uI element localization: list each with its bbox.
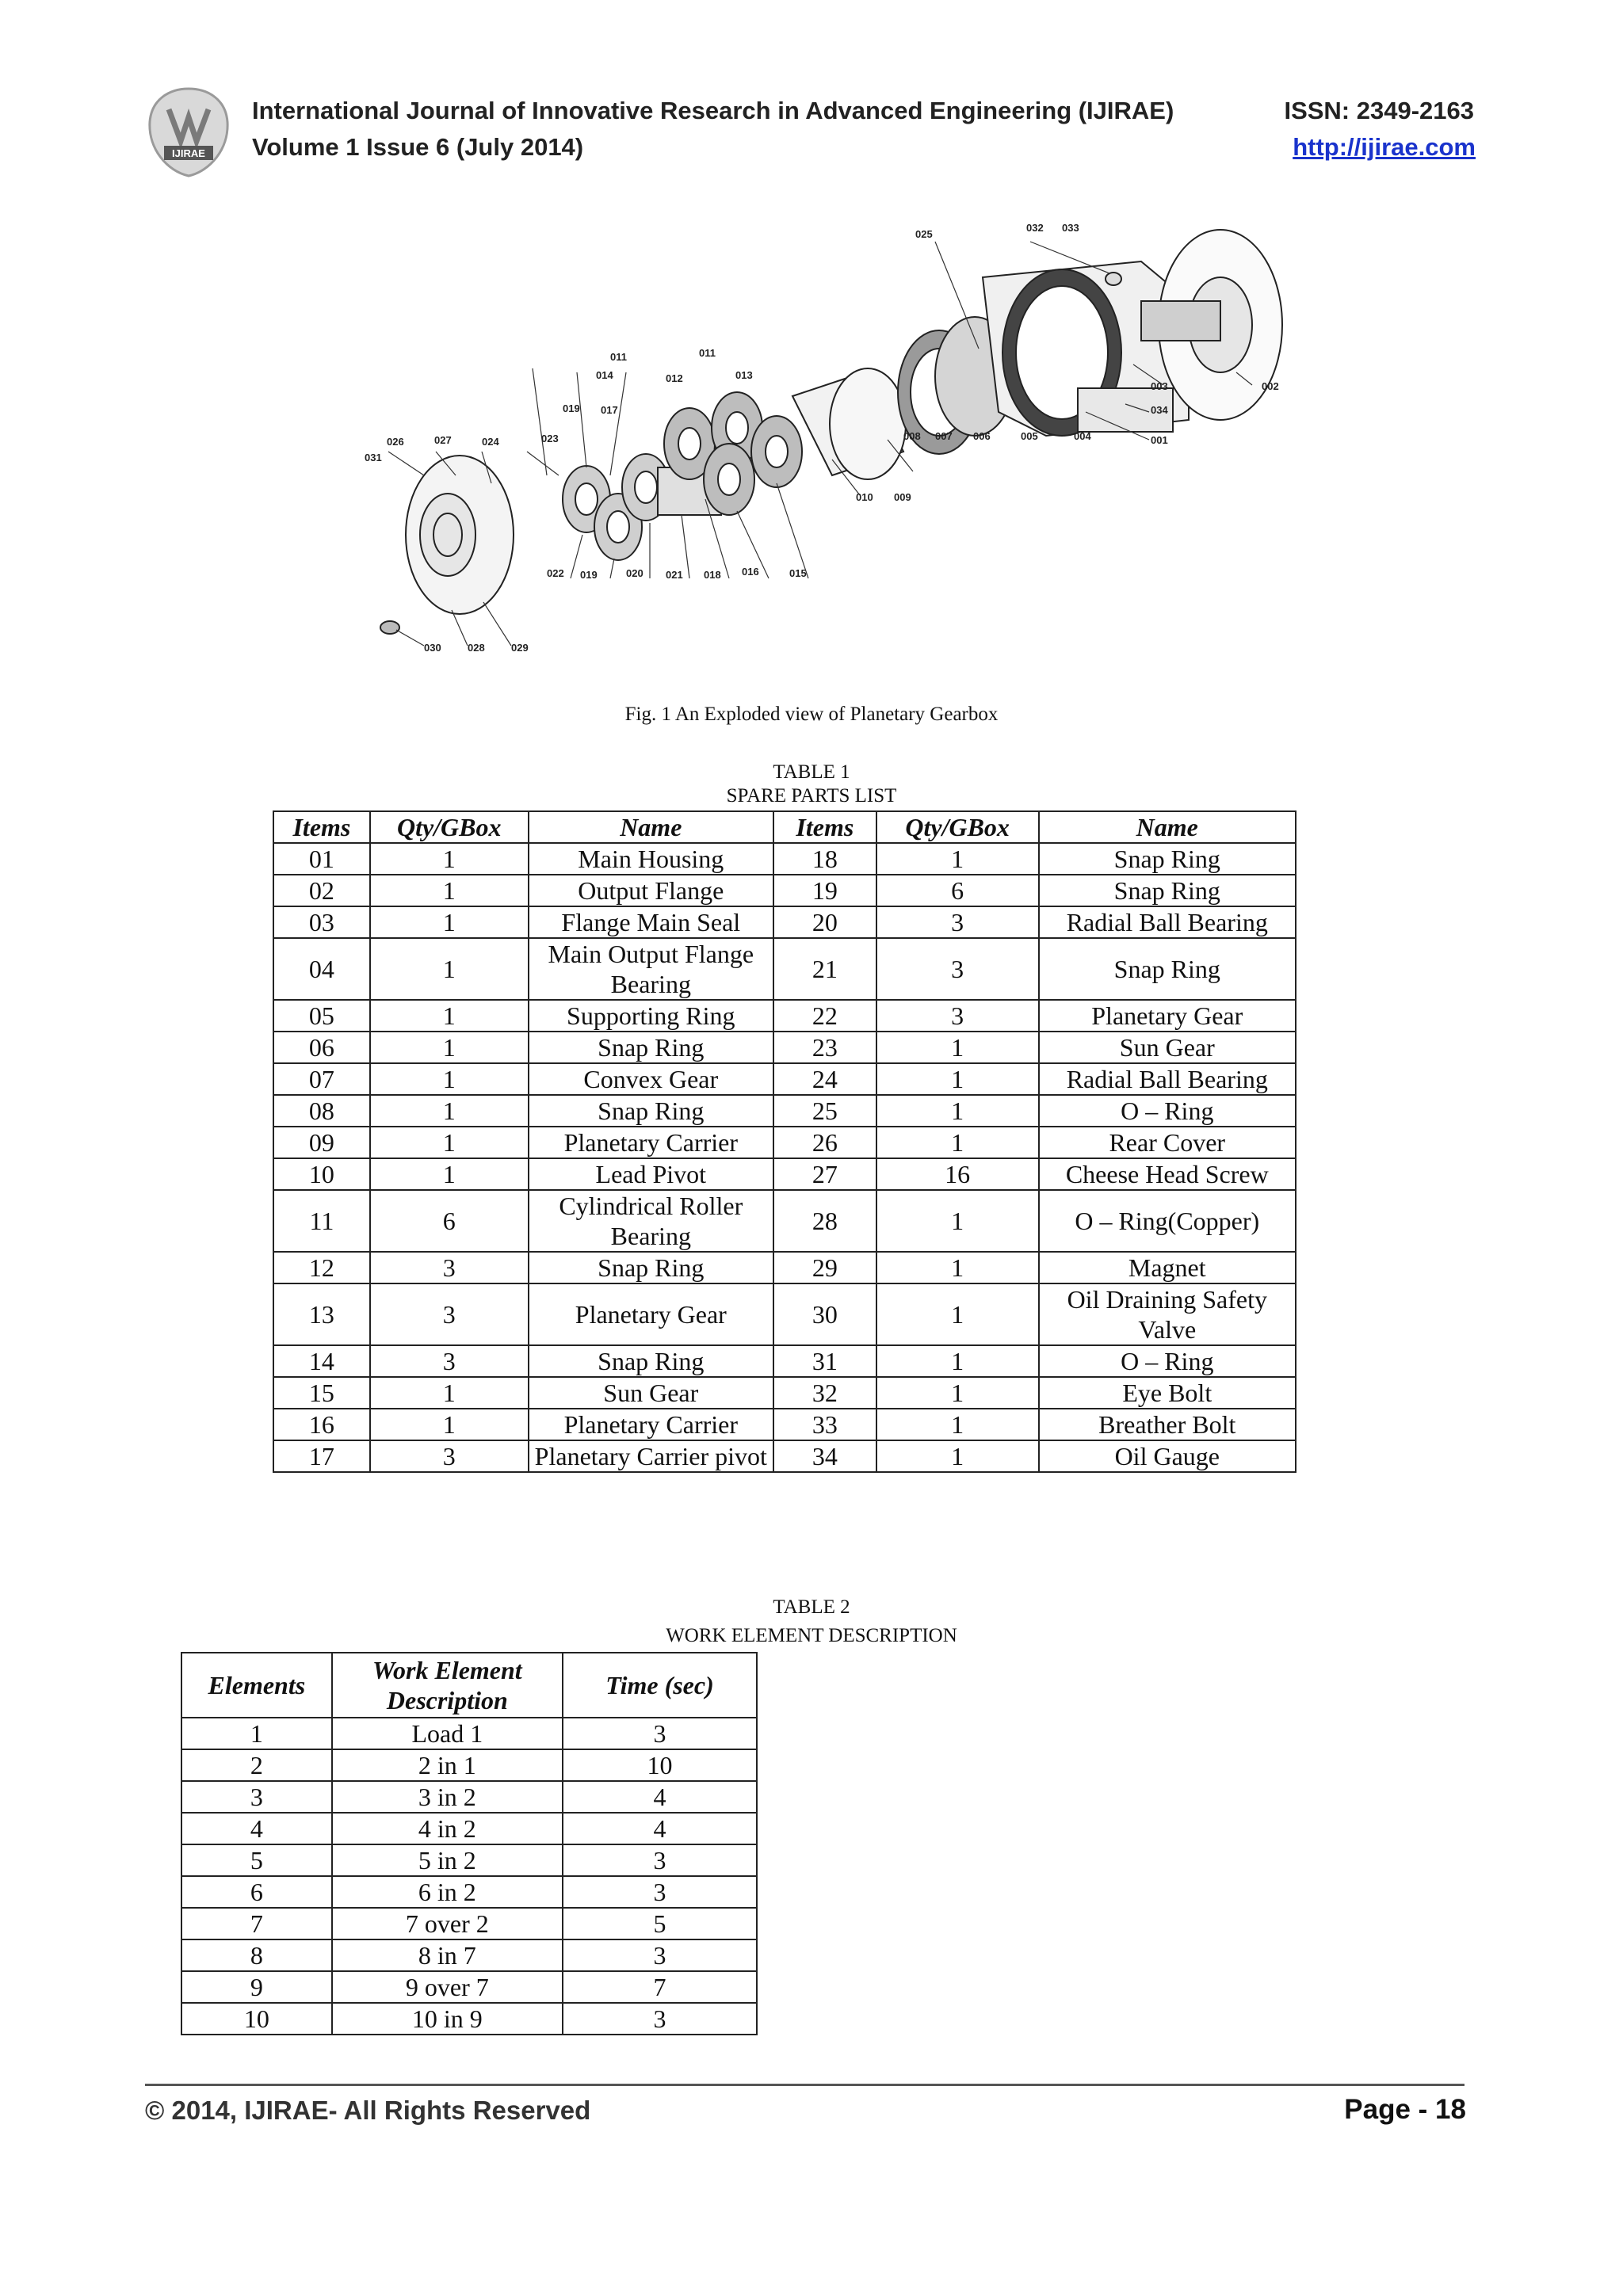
table-cell: Magnet — [1039, 1252, 1296, 1283]
table-row — [273, 1095, 1296, 1127]
table-cell: Breather Bolt — [1039, 1409, 1296, 1440]
table-cell: 3 — [876, 906, 1039, 938]
table-cell: 1 — [370, 938, 529, 1000]
col-header: Work Element Description — [332, 1653, 563, 1718]
table-row — [273, 906, 1296, 938]
part-label: 011 — [699, 347, 716, 359]
table-row — [273, 843, 1296, 875]
table-row — [181, 1749, 757, 1781]
table-cell: 3 — [876, 938, 1039, 1000]
table-cell: 1 — [876, 1377, 1039, 1409]
part-label: 032 — [1026, 222, 1044, 234]
table-cell: 34 — [773, 1440, 876, 1472]
table-cell: 3 — [563, 2003, 757, 2035]
table-row — [273, 1283, 1296, 1345]
part-label: 018 — [704, 569, 721, 581]
table-row — [181, 2003, 757, 2035]
table-row — [273, 1377, 1296, 1409]
col-header: Elements — [181, 1653, 332, 1718]
part-label: 019 — [563, 402, 580, 414]
table-cell: 3 — [370, 1252, 529, 1283]
table-cell: 31 — [773, 1345, 876, 1377]
copyright: © 2014, IJIRAE- All Rights Reserved — [145, 2096, 591, 2125]
table-cell: 1 — [370, 1000, 529, 1032]
table-cell: 25 — [773, 1095, 876, 1127]
part-label: 022 — [547, 567, 564, 579]
table-cell: Snap Ring — [1039, 938, 1296, 1000]
table-cell: 18 — [773, 843, 876, 875]
table-cell: 14 — [273, 1345, 370, 1377]
table-cell: Snap Ring — [529, 1032, 773, 1063]
table-cell: 1 — [876, 1440, 1039, 1472]
table-cell: 26 — [773, 1127, 876, 1158]
part-label: 033 — [1062, 222, 1079, 234]
table-cell: 04 — [273, 938, 370, 1000]
table-cell: 3 — [181, 1781, 332, 1813]
part-label: 023 — [541, 433, 559, 444]
part-label: 024 — [482, 436, 499, 448]
table-cell: 9 over 7 — [332, 1971, 563, 2003]
col-header: Name — [529, 811, 773, 843]
part-label: 020 — [626, 567, 643, 579]
table-cell: 1 — [876, 1190, 1039, 1252]
col-header: Time (sec) — [563, 1653, 757, 1718]
part-label: 006 — [973, 430, 991, 442]
journal-logo — [145, 86, 232, 179]
part-label: 029 — [511, 642, 529, 654]
journal-link[interactable]: http://ijirae.com — [1293, 133, 1476, 161]
table-cell: 17 — [273, 1440, 370, 1472]
table-cell: 3 — [563, 1844, 757, 1876]
table-cell: Supporting Ring — [529, 1000, 773, 1032]
table-cell: Main Housing — [529, 843, 773, 875]
table-cell: Cheese Head Screw — [1039, 1158, 1296, 1190]
table-row — [181, 1908, 757, 1939]
table-cell: 10 in 9 — [332, 2003, 563, 2035]
table-cell: 3 — [876, 1000, 1039, 1032]
part-label: 008 — [903, 430, 921, 442]
table-cell: 1 — [876, 1345, 1039, 1377]
table-cell: 3 in 2 — [332, 1781, 563, 1813]
table-cell: Radial Ball Bearing — [1039, 1063, 1296, 1095]
part-label: 010 — [856, 491, 873, 503]
part-label: 019 — [580, 569, 598, 581]
table-cell: 3 — [563, 1718, 757, 1749]
table-cell: 1 — [876, 1252, 1039, 1283]
table-cell: Snap Ring — [529, 1345, 773, 1377]
table-cell: 9 — [181, 1971, 332, 2003]
table-cell: Snap Ring — [529, 1252, 773, 1283]
part-label: 014 — [596, 369, 613, 381]
table-cell: 1 — [370, 1095, 529, 1127]
table-cell: 4 — [563, 1813, 757, 1844]
table-cell: Convex Gear — [529, 1063, 773, 1095]
table-cell: 22 — [773, 1000, 876, 1032]
table-row — [181, 1939, 757, 1971]
table-cell: 05 — [273, 1000, 370, 1032]
part-label: 028 — [468, 642, 485, 654]
table-cell: 10 — [563, 1749, 757, 1781]
table-cell: 10 — [181, 2003, 332, 2035]
table-cell: 32 — [773, 1377, 876, 1409]
table-cell: Lead Pivot — [529, 1158, 773, 1190]
table-cell: 03 — [273, 906, 370, 938]
table-cell: 6 in 2 — [332, 1876, 563, 1908]
part-label: 027 — [434, 434, 452, 446]
table-row — [273, 1252, 1296, 1283]
figure-caption: Fig. 1 An Exploded view of Planetary Gearbox — [624, 704, 999, 725]
table-cell: 1 — [181, 1718, 332, 1749]
table-cell: 5 in 2 — [332, 1844, 563, 1876]
table-cell: 24 — [773, 1063, 876, 1095]
table-cell: 6 — [876, 875, 1039, 906]
table-cell: 09 — [273, 1127, 370, 1158]
table-cell: Planetary Carrier — [529, 1127, 773, 1158]
table-cell: 1 — [370, 1158, 529, 1190]
table-cell: Planetary Carrier pivot — [529, 1440, 773, 1472]
col-header: Items — [273, 811, 370, 843]
table-cell: 1 — [876, 1283, 1039, 1345]
table-cell: Flange Main Seal — [529, 906, 773, 938]
table-row — [181, 1781, 757, 1813]
journal-title: International Journal of Innovative Research in Advanced Engineering (IJIRAE) — [252, 97, 1174, 124]
table-cell: 12 — [273, 1252, 370, 1283]
table-cell: 4 in 2 — [332, 1813, 563, 1844]
table-cell: 1 — [370, 843, 529, 875]
table-cell: 3 — [563, 1939, 757, 1971]
table-row — [181, 1813, 757, 1844]
part-label: 003 — [1151, 380, 1168, 392]
table-cell: Cylindrical Roller Bearing — [529, 1190, 773, 1252]
part-label: 031 — [365, 452, 382, 463]
table-cell: 7 over 2 — [332, 1908, 563, 1939]
table-cell: Oil Draining Safety Valve — [1039, 1283, 1296, 1345]
table-cell: 20 — [773, 906, 876, 938]
table-header-row — [181, 1653, 757, 1718]
table-cell: 1 — [876, 1127, 1039, 1158]
table-cell: 1 — [876, 1032, 1039, 1063]
col-header: Items — [773, 811, 876, 843]
part-label: 016 — [742, 566, 759, 578]
table-row — [273, 1440, 1296, 1472]
table-row — [181, 1844, 757, 1876]
table-cell: 6 — [181, 1876, 332, 1908]
table-row — [181, 1718, 757, 1749]
table-row — [273, 1190, 1296, 1252]
table-cell: 27 — [773, 1158, 876, 1190]
table-cell: 11 — [273, 1190, 370, 1252]
logo-text: IJIRAE — [172, 147, 205, 159]
part-label: 021 — [666, 569, 683, 581]
table-cell: 3 — [370, 1440, 529, 1472]
table-cell: 1 — [876, 843, 1039, 875]
table-cell: Snap Ring — [1039, 875, 1296, 906]
table-cell: 5 — [181, 1844, 332, 1876]
part-label: 025 — [915, 228, 933, 240]
table-cell: Radial Ball Bearing — [1039, 906, 1296, 938]
part-label: 011 — [610, 351, 627, 363]
footer-divider — [145, 2084, 1465, 2086]
table-cell: Planetary Gear — [529, 1283, 773, 1345]
table-cell: 02 — [273, 875, 370, 906]
table-cell: Rear Cover — [1039, 1127, 1296, 1158]
table-row — [273, 875, 1296, 906]
part-label: 026 — [387, 436, 404, 448]
table-cell: 28 — [773, 1190, 876, 1252]
table-row — [273, 938, 1296, 1000]
table-cell: 07 — [273, 1063, 370, 1095]
table-cell: 8 in 7 — [332, 1939, 563, 1971]
volume-issue: Volume 1 Issue 6 (July 2014) — [252, 133, 584, 161]
part-label: 030 — [424, 642, 441, 654]
part-label: 013 — [735, 369, 753, 381]
table-cell: Planetary Gear — [1039, 1000, 1296, 1032]
table-row — [273, 1158, 1296, 1190]
table-cell: 08 — [273, 1095, 370, 1127]
table-cell: Sun Gear — [1039, 1032, 1296, 1063]
table-cell: 7 — [563, 1971, 757, 2003]
table-cell: 4 — [181, 1813, 332, 1844]
table-cell: 10 — [273, 1158, 370, 1190]
work-element-table — [181, 1652, 758, 2035]
table-cell: 33 — [773, 1409, 876, 1440]
table-cell: 15 — [273, 1377, 370, 1409]
table-cell: 3 — [370, 1283, 529, 1345]
col-header: Qty/GBox — [370, 811, 529, 843]
table-cell: 01 — [273, 843, 370, 875]
part-label: 034 — [1151, 404, 1168, 416]
table-cell: 4 — [563, 1781, 757, 1813]
page-number: Page - 18 — [1344, 2094, 1466, 2125]
table-cell: 21 — [773, 938, 876, 1000]
table-cell: Planetary Carrier — [529, 1409, 773, 1440]
table-row — [273, 1063, 1296, 1095]
table-cell: Snap Ring — [1039, 843, 1296, 875]
exploded-gearbox-figure — [349, 214, 1300, 669]
table-cell: 19 — [773, 875, 876, 906]
table-cell: 3 — [563, 1876, 757, 1908]
part-label: 015 — [789, 567, 807, 579]
table-row — [181, 1971, 757, 2003]
table-cell: 1 — [370, 1409, 529, 1440]
table-cell: 6 — [370, 1190, 529, 1252]
table-cell: 13 — [273, 1283, 370, 1345]
table-cell: 2 — [181, 1749, 332, 1781]
col-header: Qty/GBox — [876, 811, 1039, 843]
part-label: 002 — [1262, 380, 1279, 392]
table2-title: WORK ELEMENT DESCRIPTION — [666, 1625, 957, 1646]
table-header-row — [273, 811, 1296, 843]
table1-label: TABLE 1 — [773, 761, 850, 783]
table1-title: SPARE PARTS LIST — [726, 785, 897, 807]
part-label: 007 — [935, 430, 953, 442]
table-cell: 23 — [773, 1032, 876, 1063]
table-cell: 1 — [370, 1032, 529, 1063]
table-cell: 7 — [181, 1908, 332, 1939]
table-row — [181, 1876, 757, 1908]
table-cell: 5 — [563, 1908, 757, 1939]
part-label: 017 — [601, 404, 618, 416]
table-cell: Output Flange — [529, 875, 773, 906]
issn: ISSN: 2349-2163 — [1284, 97, 1474, 124]
table-cell: 1 — [876, 1063, 1039, 1095]
table-cell: O – Ring(Copper) — [1039, 1190, 1296, 1252]
table-cell: 1 — [370, 875, 529, 906]
table-cell: 2 in 1 — [332, 1749, 563, 1781]
table-cell: 8 — [181, 1939, 332, 1971]
table-cell: O – Ring — [1039, 1345, 1296, 1377]
part-label: 005 — [1021, 430, 1038, 442]
part-label: 001 — [1151, 434, 1168, 446]
table-cell: O – Ring — [1039, 1095, 1296, 1127]
table-cell: Load 1 — [332, 1718, 563, 1749]
table-row — [273, 1032, 1296, 1063]
table-cell: 16 — [273, 1409, 370, 1440]
part-label: 004 — [1074, 430, 1091, 442]
table-cell: 3 — [370, 1345, 529, 1377]
table-cell: 29 — [773, 1252, 876, 1283]
table-cell: 1 — [876, 1095, 1039, 1127]
table2-label: TABLE 2 — [773, 1596, 850, 1618]
table-cell: 16 — [876, 1158, 1039, 1190]
spare-parts-table — [273, 810, 1296, 1473]
table-cell: 1 — [370, 1127, 529, 1158]
table-row — [273, 1127, 1296, 1158]
table-cell: Oil Gauge — [1039, 1440, 1296, 1472]
table-cell: 1 — [876, 1409, 1039, 1440]
table-row — [273, 1409, 1296, 1440]
part-label: 012 — [666, 372, 683, 384]
table-cell: 06 — [273, 1032, 370, 1063]
table-row — [273, 1000, 1296, 1032]
table-cell: Main Output Flange Bearing — [529, 938, 773, 1000]
table-cell: 1 — [370, 1377, 529, 1409]
table-row — [273, 1345, 1296, 1377]
part-label: 009 — [894, 491, 911, 503]
table-cell: Eye Bolt — [1039, 1377, 1296, 1409]
table-cell: 1 — [370, 1063, 529, 1095]
table-cell: Sun Gear — [529, 1377, 773, 1409]
col-header: Name — [1039, 811, 1296, 843]
table-cell: 30 — [773, 1283, 876, 1345]
table-cell: Snap Ring — [529, 1095, 773, 1127]
table-cell: 1 — [370, 906, 529, 938]
